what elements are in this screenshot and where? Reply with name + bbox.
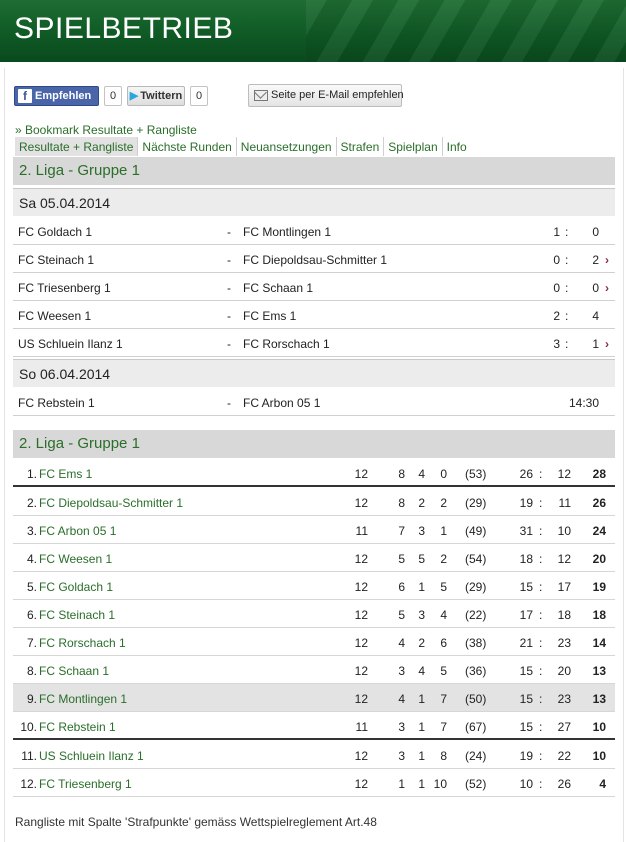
- standing-team-link[interactable]: US Schluein Ilanz 1: [39, 749, 144, 763]
- standing-team-link[interactable]: FC Triesenberg 1: [39, 777, 132, 791]
- standing-goals-colon: :: [539, 664, 543, 678]
- score-colon: :: [565, 337, 569, 351]
- standing-drawn: 1: [418, 749, 425, 763]
- standing-won: 6: [398, 580, 405, 594]
- standing-goals-for: 19: [519, 749, 533, 763]
- tab-neuansetzungen[interactable]: Neuansetzungen: [237, 137, 337, 156]
- standing-won: 3: [398, 720, 405, 734]
- standing-won: 8: [398, 467, 405, 481]
- standing-drawn: 1: [418, 720, 425, 734]
- standing-goals-against: 22: [557, 749, 571, 763]
- standing-goals-for: 31: [519, 524, 533, 538]
- standing-goals-for: 15: [519, 720, 533, 734]
- standing-drawn: 2: [418, 636, 425, 650]
- standings-row: [13, 628, 615, 656]
- standing-games: 12: [354, 777, 368, 791]
- standing-penalty-points: (36): [465, 664, 487, 678]
- standing-goals-for: 10: [519, 777, 533, 791]
- twitter-bird-icon: ▶: [129, 90, 139, 102]
- away-score: 1: [592, 337, 599, 351]
- standing-points: 18: [592, 608, 606, 622]
- standing-points: 13: [592, 692, 606, 706]
- home-score: 0: [553, 253, 560, 267]
- standing-goals-against: 18: [557, 608, 571, 622]
- envelope-icon: [254, 90, 268, 101]
- standing-goals-for: 18: [519, 552, 533, 566]
- standing-goals-colon: :: [539, 524, 543, 538]
- standing-lost: 7: [440, 720, 447, 734]
- facebook-like-count: 0: [104, 86, 122, 106]
- standing-won: 5: [398, 608, 405, 622]
- away-team: FC Arbon 05 1: [243, 396, 321, 410]
- match-dash: -: [227, 337, 231, 351]
- twitter-tweet-button[interactable]: [127, 86, 185, 106]
- standing-points: 13: [592, 664, 606, 678]
- away-team: FC Ems 1: [243, 309, 297, 323]
- away-team: FC Schaan 1: [243, 281, 314, 295]
- standings-row: [13, 459, 615, 487]
- match-day-date: So 06.04.2014: [13, 359, 615, 387]
- away-team: FC Montlingen 1: [243, 225, 332, 239]
- home-score: 1: [553, 225, 560, 239]
- standing-games: 12: [354, 608, 368, 622]
- standings-row: [13, 516, 615, 544]
- home-score: 0: [553, 281, 560, 295]
- standing-goals-against: 12: [557, 552, 571, 566]
- standing-drawn: 1: [418, 692, 425, 706]
- standing-goals-against: 26: [557, 777, 571, 791]
- chevron-right-icon[interactable]: ›: [605, 281, 609, 295]
- standing-penalty-points: (53): [465, 467, 487, 481]
- standing-rank: 10.: [20, 720, 37, 734]
- standing-points: 10: [592, 720, 606, 734]
- standing-lost: 10: [433, 777, 447, 791]
- standing-goals-against: 12: [557, 467, 571, 481]
- standing-games: 12: [354, 692, 368, 706]
- tab-naechste-runden[interactable]: Nächste Runden: [138, 137, 236, 156]
- standing-goals-colon: :: [539, 608, 543, 622]
- standing-games: 12: [354, 552, 368, 566]
- email-recommend-label: Seite per E-Mail empfehlen: [271, 89, 404, 101]
- standing-goals-for: 15: [519, 664, 533, 678]
- standing-team-link[interactable]: FC Weesen 1: [39, 552, 113, 566]
- standing-goals-against: 17: [557, 580, 571, 594]
- standing-penalty-points: (29): [465, 580, 487, 594]
- standing-games: 12: [354, 749, 368, 763]
- standing-penalty-points: (49): [465, 524, 487, 538]
- standing-goals-colon: :: [539, 467, 543, 481]
- kickoff-time: 14:30: [569, 396, 600, 410]
- standing-rank: 3.: [26, 524, 37, 538]
- home-team: FC Weesen 1: [18, 309, 92, 323]
- standing-games: 11: [355, 524, 368, 538]
- home-score: 3: [553, 337, 560, 351]
- standing-won: 3: [398, 664, 405, 678]
- standing-team-link[interactable]: FC Arbon 05 1: [39, 524, 117, 538]
- standing-team-link[interactable]: FC Montlingen 1: [39, 692, 128, 706]
- standing-points: 10: [592, 749, 606, 763]
- standing-penalty-points: (67): [465, 720, 487, 734]
- standing-lost: 5: [440, 580, 447, 594]
- bookmark-link[interactable]: » Bookmark Resultate + Rangliste: [15, 123, 197, 137]
- match-row: [13, 301, 615, 329]
- standing-won: 3: [398, 749, 405, 763]
- standing-lost: 0: [440, 467, 447, 481]
- score-colon: :: [565, 309, 569, 323]
- standing-team-link[interactable]: FC Ems 1: [39, 467, 93, 481]
- standing-team-link[interactable]: FC Rebstein 1: [39, 720, 116, 734]
- away-score: 2: [592, 253, 599, 267]
- standing-goals-colon: :: [539, 496, 543, 510]
- standing-goals-for: 21: [519, 636, 533, 650]
- home-score: 2: [553, 309, 560, 323]
- standing-penalty-points: (24): [465, 749, 487, 763]
- standings-row: [13, 544, 615, 572]
- standing-rank: 11.: [21, 749, 37, 763]
- page-header: [0, 0, 626, 62]
- standing-rank: 2.: [26, 496, 37, 510]
- away-score: 4: [592, 309, 599, 323]
- score-colon: :: [565, 281, 569, 295]
- facebook-like-button[interactable]: [14, 86, 99, 106]
- standing-goals-against: 23: [557, 692, 571, 706]
- email-recommend-button[interactable]: [248, 84, 402, 107]
- home-team: FC Rebstein 1: [18, 396, 95, 410]
- standing-goals-against: 23: [557, 636, 571, 650]
- standings-row: [13, 572, 615, 600]
- standing-drawn: 4: [418, 467, 425, 481]
- standing-goals-for: 17: [519, 608, 533, 622]
- standing-goals-for: 15: [519, 580, 533, 594]
- chevron-right-icon[interactable]: ›: [605, 253, 609, 267]
- standing-drawn: 4: [418, 664, 425, 678]
- standing-goals-against: 27: [557, 720, 571, 734]
- twitter-tweet-count: 0: [190, 86, 208, 106]
- standings-row: [13, 656, 615, 684]
- tab-spielplan[interactable]: Spielplan: [384, 137, 442, 156]
- facebook-like-label: Empfehlen: [35, 90, 92, 102]
- standing-drawn: 2: [418, 496, 425, 510]
- match-row[interactable]: [13, 245, 615, 273]
- standing-lost: 2: [440, 552, 447, 566]
- standings-footnote: Rangliste mit Spalte 'Strafpunkte' gemäss Wettspielreglement Art.48: [15, 815, 377, 829]
- standing-lost: 5: [440, 664, 447, 678]
- standing-won: 4: [398, 636, 405, 650]
- standings-section-title: 2. Liga - Gruppe 1: [13, 430, 615, 458]
- match-row[interactable]: [13, 273, 615, 301]
- standing-games: 12: [354, 664, 368, 678]
- standing-points: 26: [592, 496, 606, 510]
- home-team: FC Steinach 1: [18, 253, 95, 267]
- standing-goals-colon: :: [539, 749, 543, 763]
- standing-team-link[interactable]: FC Diepoldsau-Schmitter 1: [39, 496, 184, 510]
- standing-lost: 4: [440, 608, 447, 622]
- match-row: [13, 388, 615, 416]
- standing-rank: 1.: [26, 467, 37, 481]
- standing-games: 11: [355, 720, 368, 734]
- standing-won: 8: [398, 496, 405, 510]
- standing-penalty-points: (29): [465, 496, 487, 510]
- match-row: [13, 217, 615, 245]
- match-row[interactable]: [13, 329, 615, 357]
- standings-row: [13, 488, 615, 516]
- away-score: 0: [592, 281, 599, 295]
- twitter-tweet-label: Twittern: [140, 90, 183, 102]
- standing-penalty-points: (54): [465, 552, 487, 566]
- standings-row: [13, 600, 615, 628]
- standing-goals-colon: :: [539, 720, 543, 734]
- standings-row: [13, 712, 615, 740]
- chevron-right-icon[interactable]: ›: [605, 337, 609, 351]
- standing-penalty-points: (52): [465, 777, 487, 791]
- standing-rank: 8.: [26, 664, 37, 678]
- match-dash: -: [227, 225, 231, 239]
- standing-lost: 7: [440, 692, 447, 706]
- tab-strafen[interactable]: Strafen: [337, 137, 385, 156]
- score-colon: :: [565, 225, 569, 239]
- standing-penalty-points: (22): [465, 608, 487, 622]
- standing-lost: 2: [440, 496, 447, 510]
- standings-row: [13, 684, 615, 712]
- score-colon: :: [565, 253, 569, 267]
- standing-drawn: 5: [418, 552, 425, 566]
- standing-goals-for: 19: [519, 496, 533, 510]
- away-score: 0: [592, 225, 599, 239]
- standings-row: [13, 741, 615, 769]
- standing-team-link[interactable]: FC Goldach 1: [39, 580, 114, 594]
- standing-lost: 8: [440, 749, 447, 763]
- standing-points: 24: [592, 524, 606, 538]
- standing-games: 12: [354, 580, 368, 594]
- standing-goals-against: 20: [557, 664, 571, 678]
- match-dash: -: [227, 309, 231, 323]
- standing-penalty-points: (50): [465, 692, 487, 706]
- standing-rank: 12.: [20, 777, 37, 791]
- standing-games: 12: [354, 496, 368, 510]
- standing-team-link[interactable]: FC Steinach 1: [39, 608, 116, 622]
- standing-goals-colon: :: [539, 580, 543, 594]
- standing-penalty-points: (38): [465, 636, 487, 650]
- standing-won: 7: [398, 524, 405, 538]
- standing-goals-for: 15: [519, 692, 533, 706]
- tab-info[interactable]: Info: [446, 140, 467, 154]
- away-team: FC Diepoldsau-Schmitter 1: [243, 253, 388, 267]
- page-title: SPIELBETRIEB: [14, 12, 234, 45]
- standing-points: 14: [592, 636, 606, 650]
- standing-goals-for: 26: [519, 467, 533, 481]
- standing-drawn: 3: [418, 524, 425, 538]
- standing-points: 19: [592, 580, 606, 594]
- standing-won: 4: [398, 692, 405, 706]
- standing-rank: 9.: [26, 692, 37, 706]
- home-team: FC Triesenberg 1: [18, 281, 111, 295]
- tab-bar: [15, 137, 471, 156]
- standing-team-link[interactable]: FC Rorschach 1: [39, 636, 126, 650]
- standings-row: [13, 769, 615, 797]
- standing-drawn: 1: [418, 777, 425, 791]
- standing-lost: 6: [440, 636, 447, 650]
- home-team: FC Goldach 1: [18, 225, 93, 239]
- standing-drawn: 1: [418, 580, 425, 594]
- standing-games: 12: [354, 636, 368, 650]
- standing-points: 4: [599, 777, 606, 791]
- standing-points: 28: [592, 467, 606, 481]
- standing-goals-colon: :: [539, 777, 543, 791]
- standing-goals-against: 10: [557, 524, 571, 538]
- match-day-date: Sa 05.04.2014: [13, 188, 615, 216]
- standing-won: 1: [398, 777, 405, 791]
- standing-rank: 4.: [26, 552, 37, 566]
- standing-drawn: 3: [418, 608, 425, 622]
- match-dash: -: [227, 396, 231, 410]
- standing-lost: 1: [440, 524, 447, 538]
- facebook-icon: f: [18, 89, 32, 103]
- home-team: US Schluein Ilanz 1: [18, 337, 123, 351]
- standing-rank: 5.: [26, 580, 37, 594]
- standing-rank: 6.: [26, 608, 37, 622]
- standing-goals-colon: :: [539, 692, 543, 706]
- standing-goals-against: 11: [558, 496, 571, 510]
- standing-goals-colon: :: [539, 552, 543, 566]
- standing-team-link[interactable]: FC Schaan 1: [39, 664, 110, 678]
- standing-rank: 7.: [26, 636, 37, 650]
- standing-points: 20: [592, 552, 606, 566]
- tab-resultate-rangliste[interactable]: Resultate + Rangliste: [15, 137, 138, 156]
- standing-won: 5: [398, 552, 405, 566]
- standing-goals-colon: :: [539, 636, 543, 650]
- away-team: FC Rorschach 1: [243, 337, 330, 351]
- results-section-title: 2. Liga - Gruppe 1: [13, 157, 615, 185]
- match-dash: -: [227, 253, 231, 267]
- match-dash: -: [227, 281, 231, 295]
- header-decoration: [306, 0, 626, 62]
- standing-games: 12: [354, 467, 368, 481]
